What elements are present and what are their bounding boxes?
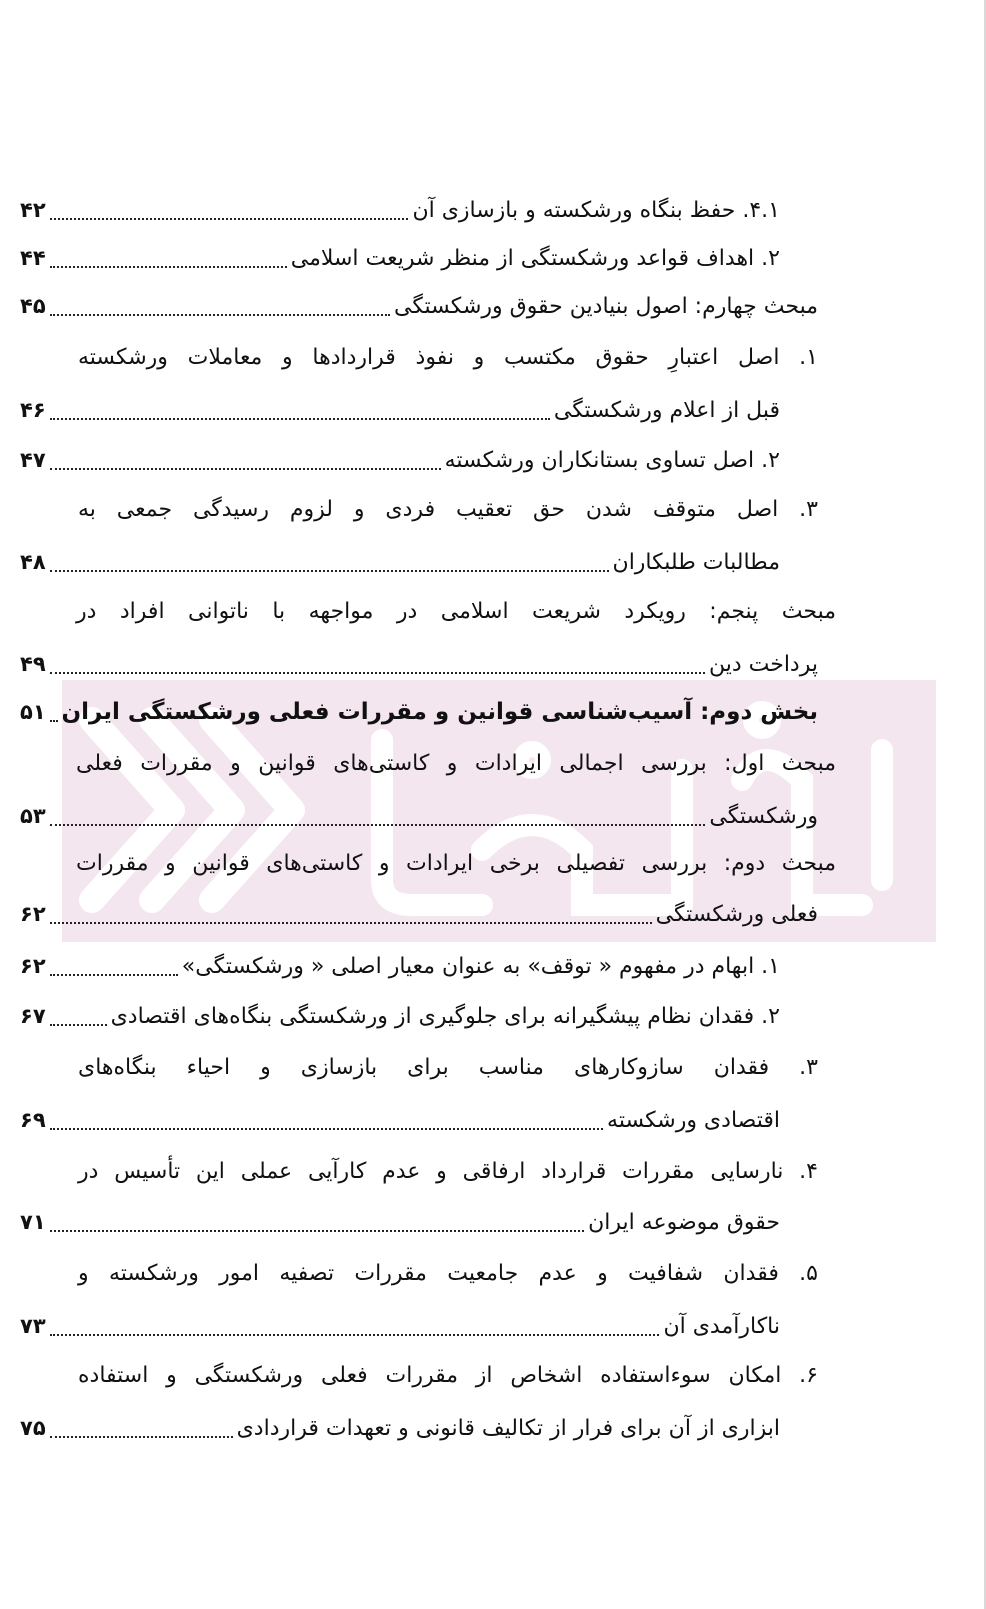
toc-entry-page-number: ۷۱	[20, 1210, 46, 1234]
toc-entry-page-number: ۵۳	[20, 804, 46, 828]
dot-leader	[50, 314, 390, 316]
toc-entry-page-number: ۴۶	[20, 398, 46, 422]
toc-entry-page-number: ۶۹	[20, 1108, 46, 1132]
dot-leader	[50, 824, 706, 826]
toc-entry-page-number: ۶۲	[20, 902, 46, 926]
toc-entry	[78, 1150, 818, 1194]
toc-entry-title: مبحث دوم: بررسی تفصیلی برخی ایرادات و کاستی‌های قوانین و مقررات	[76, 851, 836, 876]
toc-entry-title: ۲. اهداف قواعد ورشکستگی از منظر شریعت اسلامی	[290, 246, 780, 271]
toc-entry-page-number: ۴۷	[20, 448, 46, 472]
toc-entry-title: ناکارآمدی آن	[663, 1314, 780, 1339]
dot-leader	[50, 418, 550, 420]
dot-leader	[50, 468, 441, 470]
dot-leader	[50, 218, 409, 220]
toc-entry-title: ۵. فقدان شفافیت و عدم جامعیت مقررات تصفیه امور ورشکسته و	[78, 1261, 818, 1286]
toc-entry-title: مبحث چهارم: اصول بنیادین حقوق ورشکستگی	[394, 294, 818, 319]
toc-entry	[20, 892, 818, 936]
toc-entry	[20, 1304, 780, 1348]
dot-leader	[50, 1128, 603, 1130]
toc-entry-title: مبحث پنجم: رویکرد شریعت اسلامی در مواجهه با ناتوانی افراد در	[76, 599, 836, 624]
toc-entry	[20, 944, 780, 988]
toc-entry	[20, 1098, 780, 1142]
toc-entry-title: حقوق موضوعه ایران	[588, 1210, 780, 1235]
toc-entry-title: ۴.۱. حفظ بنگاه ورشکسته و بازسازی آن	[412, 198, 780, 223]
toc-entry-title: اقتصادی ورشکسته	[607, 1108, 780, 1133]
toc-entry-page-number: ۷۵	[20, 1416, 46, 1440]
toc-entry-title: ورشکستگی	[709, 804, 818, 829]
toc-entry	[20, 540, 780, 584]
toc-entry-page-number: ۷۳	[20, 1314, 46, 1338]
toc-entry-title: ۱. ابهام در مفهوم « توقف» به عنوان معیار اصلی « ورشکستگی»	[181, 954, 780, 979]
toc-entry	[76, 842, 836, 886]
toc-entry-title: مبحث اول: بررسی اجمالی ایرادات و کاستی‌های قوانین و مقررات فعلی	[76, 751, 836, 776]
toc-entry	[20, 284, 818, 328]
toc-entry	[76, 590, 836, 634]
toc-entry	[20, 690, 818, 734]
dot-leader	[50, 1436, 233, 1438]
toc-entry	[20, 438, 780, 482]
toc-entry-title: مطالبات طلبکاران	[612, 550, 780, 575]
dot-leader	[50, 1024, 107, 1026]
toc-entry	[20, 642, 818, 686]
dot-leader	[50, 720, 58, 722]
toc-entry	[20, 236, 780, 280]
toc-entry	[78, 1046, 818, 1090]
toc-entry	[20, 794, 818, 838]
toc-entry	[20, 1200, 780, 1244]
toc-entry-page-number: ۴۸	[20, 550, 46, 574]
toc-entry-title: ابزاری از آن برای فرار از تکالیف قانونی و تعهدات قراردادی	[236, 1416, 780, 1441]
toc-entry-title: ۲. اصل تساوی بستانکاران ورشکسته	[444, 448, 780, 473]
toc-entry-page-number: ۴۲	[20, 198, 46, 222]
toc-entry-title: فعلی ورشکستگی	[655, 902, 818, 927]
toc-entry-page-number: ۶۷	[20, 1004, 46, 1028]
toc-entry	[20, 994, 780, 1038]
toc-entry-title: ۱. اصل اعتبارِ حقوق مکتسب و نفوذ قراردادها و معاملات ورشکسته	[78, 345, 818, 370]
toc-entry-title: ۲. فقدان نظام پیشگیرانه برای جلوگیری از ورشکستگی بنگاه‌های اقتصادی	[110, 1004, 780, 1029]
toc-entry-title: بخش دوم: آسیب‌شناسی قوانین و مقررات فعلی ورشکستگی ایران	[61, 699, 818, 725]
toc-entry-page-number: ۵۱	[20, 700, 46, 724]
toc-entry	[20, 188, 780, 232]
toc-entry-page-number: ۴۴	[20, 246, 46, 270]
toc-entry-page-number: ۴۵	[20, 294, 46, 318]
toc-entry	[78, 336, 818, 380]
toc-entry-title: قبل از اعلام ورشکستگی	[553, 398, 780, 423]
toc-entry-title: ۳. فقدان سازوکارهای مناسب برای بازسازی و احیاء بنگاه‌های	[78, 1055, 818, 1080]
dot-leader	[50, 266, 287, 268]
dot-leader	[50, 570, 609, 572]
toc-entry-page-number: ۶۲	[20, 954, 46, 978]
dot-leader	[50, 922, 652, 924]
toc-entry-page-number: ۴۹	[20, 652, 46, 676]
toc-entry-title: پرداخت دین	[708, 652, 818, 677]
toc-entry	[78, 488, 818, 532]
toc-entry-title: ۴. نارسایی مقررات قرارداد ارفاقی و عدم کارآیی عملی این تأسیس در	[78, 1159, 818, 1184]
dot-leader	[50, 1334, 660, 1336]
toc-entry	[78, 1354, 818, 1398]
toc-entry-title: ۶. امکان سوءاستفاده اشخاص از مقررات فعلی ورشکستگی و استفاده	[78, 1363, 818, 1388]
toc-entry	[76, 742, 836, 786]
toc-entry	[20, 1406, 780, 1450]
toc-entry	[78, 1252, 818, 1296]
dot-leader	[50, 672, 705, 674]
toc-entry-title: ۳. اصل متوقف شدن حق تعقیب فردی و لزوم رسیدگی جمعی به	[78, 497, 818, 522]
dot-leader	[50, 1230, 584, 1232]
dot-leader	[50, 974, 178, 976]
toc-entry	[20, 388, 780, 432]
